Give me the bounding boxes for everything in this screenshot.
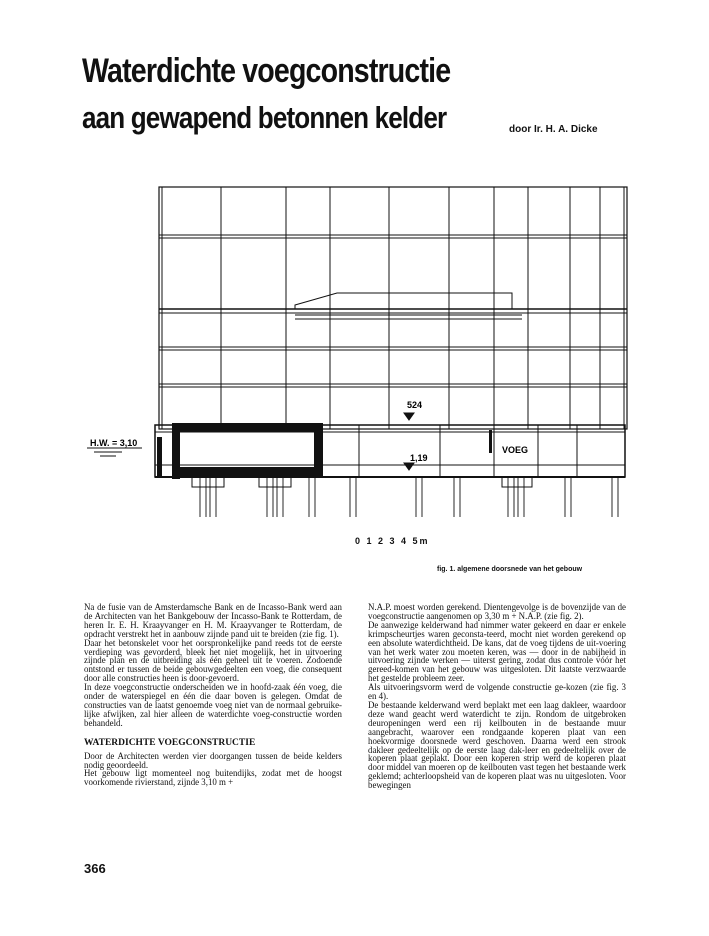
- paragraph: Als uitvoeringsvorm werd de volgende constructie ge-kozen (zie fig. 3 en 4).: [368, 682, 626, 702]
- paragraph: De aanwezige kelderwand had nimmer water gekeerd en daar er enkele krimpscheurtjes waren geconsta-teerd, mocht niet worden gerekend op een absolute waterdichtheid. De kans, dat de voeg tijdens de uit-voering van het werk water zou moeten keren, was — door in de nabijheid in uitvoering zijnde werken — uiterst gering, zodat dus controle vóór het gereed-komen van het gebouw was uitgesloten. Dit laatste verzwaarde het gestelde probleem zeer.: [368, 619, 626, 684]
- article-title-line1: Waterdichte voegconstructie: [82, 52, 451, 90]
- figure-caption: fig. 1. algemene doorsnede van het gebouw: [437, 566, 583, 573]
- paragraph: Door de Architecten werden vier doorgangen tussen de beide kelders nodig geoordeeld.: [84, 750, 342, 770]
- paragraph: N.A.P. moest worden gerekend. Dientengevolge is de bovenzijde van de voegconstructie aangenomen op 3,30 m + N.A.P. (zie fig. 2).: [368, 602, 626, 621]
- text-column-right: [368, 603, 626, 790]
- joint-label: VOEG: [502, 445, 529, 455]
- paragraph: Na de fusie van de Amsterdamsche Bank en de Incasso-Bank werd aan de Architecten van het Bankgebouw der Incasso-Bank te Rotterdam, de heren Ir. E. H. Kraayvanger en H. M. Kraayvanger te Rotterdam, de opdracht verstrekt het in aanbouw zijnde pand uit te breiden (zie fig. 1).: [84, 602, 342, 639]
- paragraph: De bestaande kelderwand werd beplakt met een laag dakleer, waardoor deze wand geacht werd waterdicht te zijn. Rondom de uitgebroken deuropeningen werd een rij keilbouten in de bestaande muur aangebracht, waarover een rondgaande koperen plaat van een hoekvormige doorsnede werd geschoven. Daarna werd een strook dakleer gedeeltelijk op de eerste laag dak-leer en gedeeltelijk over de koperen plaat geplakt. Door een koperen strip werd de koperen plaat door middel van moeren op de keilbouten vast tegen het bestaande werk geklemd; achterloopsheid van de koperen plaat was nu uitgesloten. Voor bewegingen: [368, 699, 626, 791]
- author-byline: door Ir. H. A. Dicke: [509, 124, 598, 135]
- page-number: 366: [84, 861, 106, 876]
- paragraph: In deze voegconstructie onderscheiden we in hoofd-zaak één voeg, die onder de waterspiegel en één die daar boven is gelegen. Omdat de constructies van de laatst genoemde voeg niet van de normaal gebruike-lijke afwijken, zal hier alleen de waterdichte voeg-constructie worden behandeld.: [84, 682, 342, 728]
- section-heading: WATERDICHTE VOEGCONSTRUCTIE: [84, 737, 256, 748]
- paragraph: Daar het betonskelet voor het oorspronkelijke pand reeds tot de eerste verdieping was gevorderd, bleek het niet mogelijk, het in uitvoering zijnde plan en de uitbreiding als één geheel uit te voeren. Zodoende ontstond er tussen de beide gebouwgedeelten een voeg, die consequent door alle constructies heen is door-gevoerd.: [84, 637, 342, 684]
- scale-bar-label: 0 1 2 3 4 5m: [355, 536, 430, 546]
- paragraph: Het gebouw ligt momenteel nog buitendijks, zodat met de hoogst voorkomende rivierstand, zijnde 3,10 m +: [84, 768, 342, 788]
- building-section-drawing: [82, 185, 630, 530]
- article-title-line2: aan gewapend betonnen kelder: [82, 100, 447, 135]
- text-column-left: [84, 603, 342, 787]
- level-label-524: 524: [407, 400, 423, 410]
- level-label-119: 1,19: [410, 453, 428, 463]
- water-level-label: H.W. = 3,10: [90, 438, 138, 448]
